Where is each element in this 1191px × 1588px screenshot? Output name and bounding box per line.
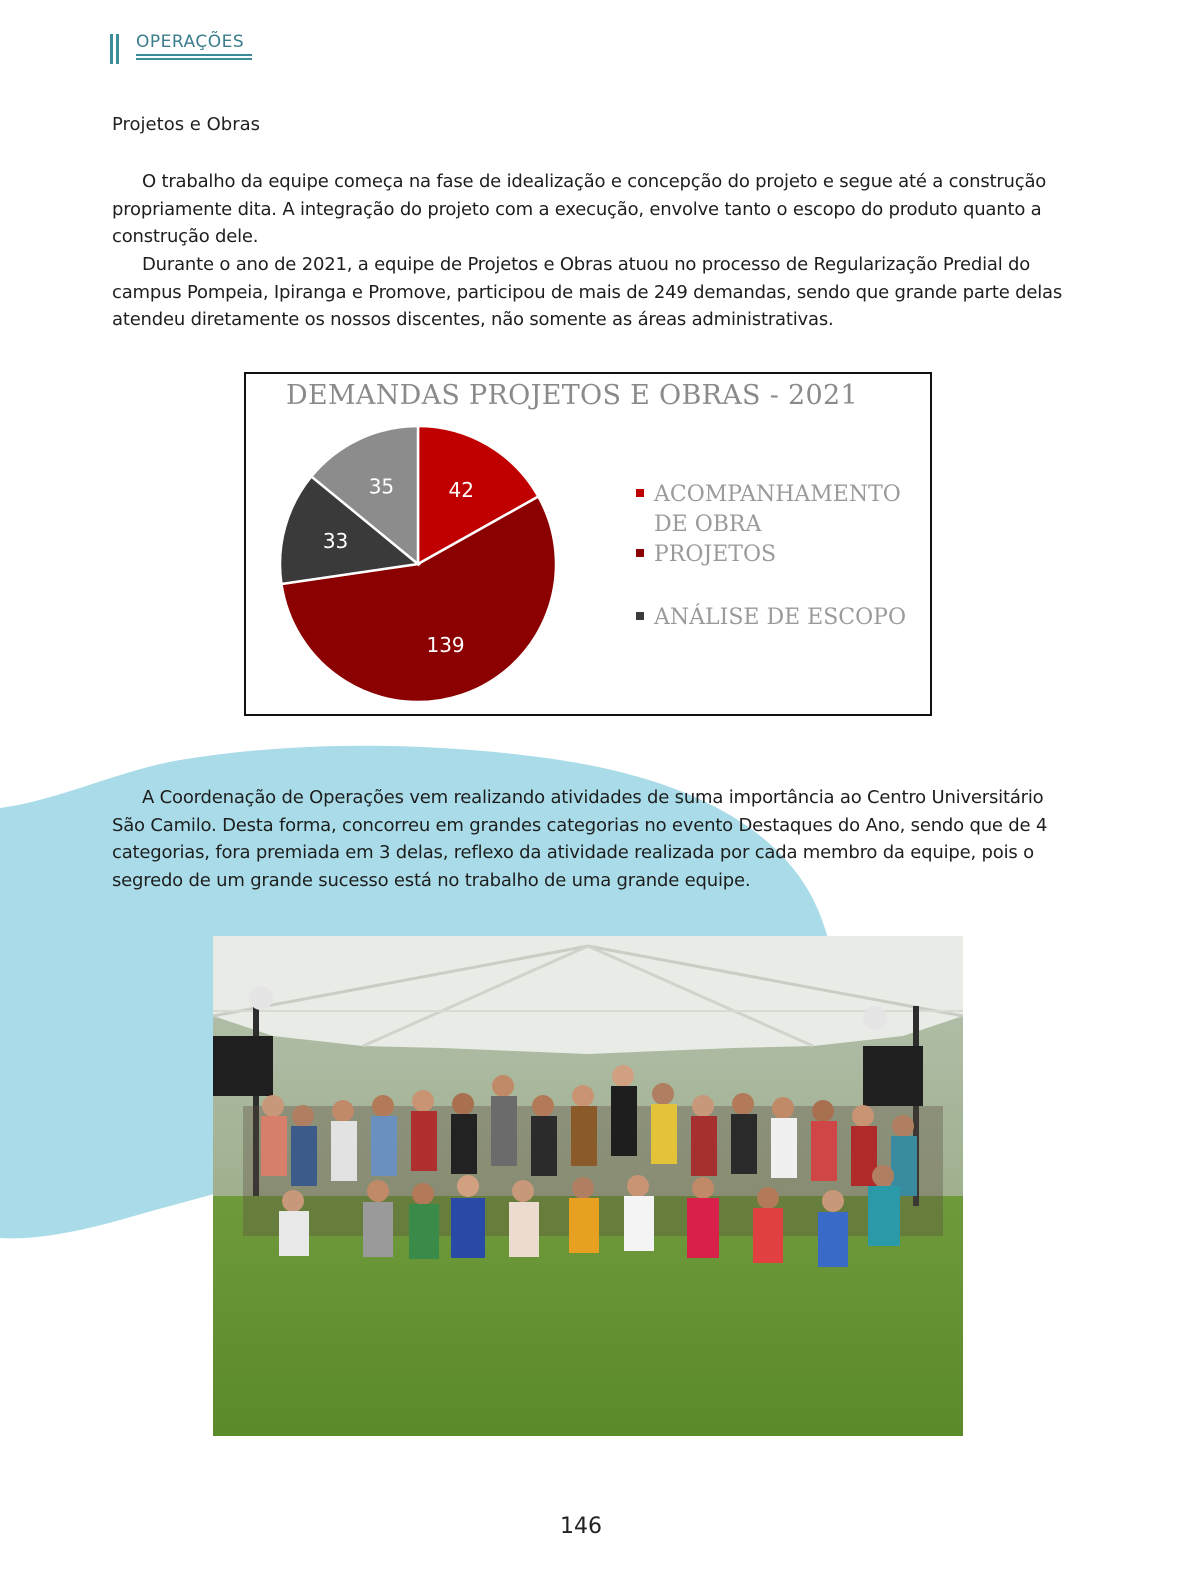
header-underline: [136, 54, 252, 56]
legend-item-acompanhamento: [636, 480, 901, 540]
pie-data-label: 35: [368, 474, 395, 499]
team-photo: [213, 936, 963, 1436]
section-title: Projetos e Obras: [112, 114, 260, 135]
pie-data-label: 139: [426, 632, 465, 657]
pie-data-label: 33: [322, 529, 349, 554]
legend-item-analise: [636, 603, 906, 633]
header-accent-bar: [110, 34, 113, 64]
header-underline: [136, 58, 252, 60]
team-photo-illustration: [213, 936, 963, 1436]
pie-chart-svg: [246, 374, 930, 714]
paragraph-2: Durante o ano de 2021, a equipe de Projetos e Obras atuou no processo de Regularização Predial do campus Pompeia, Ipiranga e Promove, participou de mais de 249 demandas, sendo que grande parte delas atendeu diretamente os nossos discentes, não somente as áreas administrativas.: [112, 254, 1063, 330]
legend-swatch: [636, 549, 644, 557]
legend-swatch: [636, 612, 644, 620]
legend-label: DE OBRA: [654, 512, 762, 537]
legend-label: ACOMPANHAMENTO: [654, 482, 901, 507]
pie-data-label: 42: [448, 478, 474, 503]
paragraph-3: A Coordenação de Operações vem realizando atividades de suma importância ao Centro Universitário São Camilo. Desta forma, concorreu em grandes categorias no evento Destaques do Ano, sendo que de 4 categorias, fora premiada em 3 delas, reflexo da atividade realizada por cada membro da equipe, pois o segredo de um grande sucesso está no trabalho de uma grande equipe.: [112, 787, 1048, 891]
legend-swatch: [636, 489, 644, 497]
chart-title: DEMANDAS PROJETOS E OBRAS - 2021: [286, 380, 858, 411]
header-accent-bar: [116, 34, 119, 64]
legend-label: PROJETOS: [654, 542, 777, 567]
legend-item-projetos: [636, 540, 776, 570]
pie-chart: [244, 372, 932, 716]
legend-label: ANÁLISE DE ESCOPO: [654, 605, 906, 630]
paragraph-1: O trabalho da equipe começa na fase de idealização e concepção do projeto e segue até a construção propriamente dita. A integração do projeto com a execução, envolve tanto o escopo do produto quanto a construção dele.: [112, 171, 1047, 247]
header-section-title: OPERAÇÕES: [136, 32, 245, 52]
page-number: 146: [560, 1514, 602, 1539]
